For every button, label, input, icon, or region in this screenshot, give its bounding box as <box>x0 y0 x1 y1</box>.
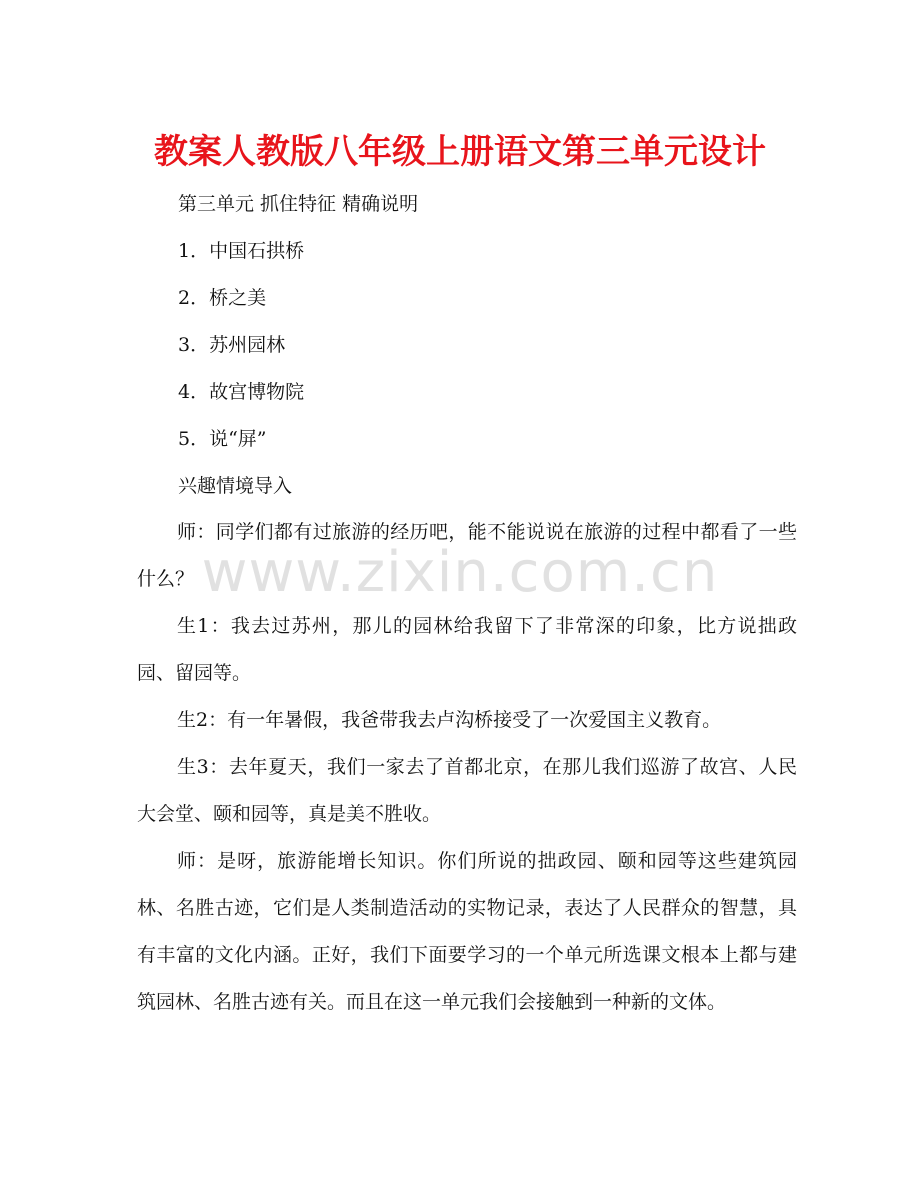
paragraph-teacher-summary: 师：是呀，旅游能增长知识。你们所说的拙政园、颐和园等这些建筑园林、名胜古迹，它们是人类制造活动的实物记录，表达了人民群众的智慧，具有丰富的文化内涵。正好，我们下面要学习的一个单元所选课文根本上都与建筑园林、名胜古迹有关。而且在这一单元我们会接触到一种新的文体。 <box>137 850 797 1013</box>
lesson-item-3: 3．苏州园林 <box>178 334 286 356</box>
paragraph-student-3: 生3：去年夏天，我们一家去了首都北京，在那儿我们巡游了故宫、人民大会堂、颐和园等，真是美不胜收。 <box>137 756 797 825</box>
unit-heading: 第三单元 抓住特征 精确说明 <box>178 193 419 215</box>
watermark: www.zixin.com.cn <box>201 540 719 605</box>
paragraph-teacher-question: 师：同学们都有过旅游的经历吧，能不能说说在旅游的过程中都看了一些什么？ <box>137 521 797 590</box>
lesson-item-4: 4．故宫博物院 <box>178 381 305 403</box>
lesson-item-5: 5．说“屏” <box>178 428 267 450</box>
section-heading: 兴趣情境导入 <box>178 475 293 497</box>
paragraph-student-2: 生2：有一年暑假，我爸带我去卢沟桥接受了一次爱国主义教育。 <box>177 709 722 731</box>
lesson-item-1: 1．中国石拱桥 <box>178 240 305 262</box>
document-title: 教案人教版八年级上册语文第三单元设计 <box>154 132 766 172</box>
paragraph-student-1: 生1：我去过苏州，那儿的园林给我留下了非常深的印象，比方说拙政园、留园等。 <box>137 615 797 684</box>
lesson-item-2: 2．桥之美 <box>178 287 267 309</box>
